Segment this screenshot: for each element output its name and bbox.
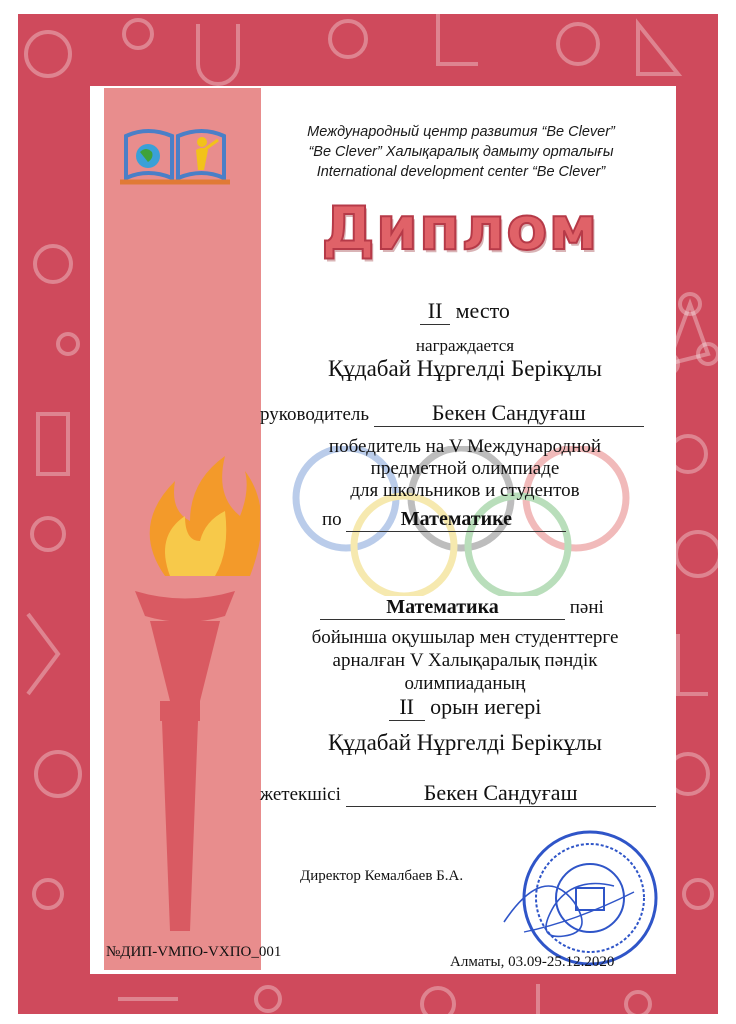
- subject-line-ru: [322, 508, 622, 532]
- supervisor-name-ru: Бекен Сандуғаш: [374, 400, 644, 427]
- header-line-ru: Международный центр развития “Be Clever”: [307, 124, 615, 140]
- place-number-ru: II: [420, 298, 450, 325]
- kz-line-3: олимпиаданың: [404, 673, 526, 694]
- awarded-label: награждается: [415, 336, 515, 355]
- place-line-ru: [260, 298, 670, 325]
- winner-text-ru: [260, 436, 670, 502]
- official-stamp-icon: [494, 824, 662, 972]
- kz-line-2: арналған V Халықаралық пәндік: [332, 650, 598, 671]
- supervisor-line-ru: [260, 400, 670, 427]
- document-number: №ДИП-VМПО-VХПО_001: [106, 944, 282, 960]
- certificate-sheet: [90, 86, 676, 974]
- subject-ru: Математике: [346, 508, 566, 532]
- supervisor-label-kz: жетекшісі: [260, 784, 341, 805]
- olympiad-text-kz: [260, 626, 670, 695]
- winner-line-2: предметной олимпиаде: [370, 458, 560, 479]
- winner-line-1: победитель на V Международной: [328, 436, 602, 457]
- city-and-dates: Алматы, 03.09-25.12.2020: [450, 954, 615, 970]
- torch-icon: [110, 446, 260, 946]
- supervisor-line-kz: [260, 780, 670, 807]
- winner-line-3: для школьников и студентов: [350, 480, 580, 501]
- supervisor-name-kz: Бекен Сандуғаш: [346, 780, 656, 807]
- subject-prefix-ru: по: [322, 509, 342, 530]
- place-word-ru: место: [455, 298, 510, 323]
- certificate-frame: [18, 14, 718, 1014]
- supervisor-label-ru: руководитель: [260, 404, 370, 425]
- book-logo-icon: [118, 120, 232, 188]
- recipient-name-ru: Құдабай Нұргелді Берікұлы: [328, 356, 602, 381]
- subject-kz: Математика: [320, 596, 565, 620]
- director-signature-line: Директор Кемалбаев Б.А.: [300, 868, 464, 884]
- subject-suffix-kz: пәні: [569, 597, 604, 618]
- subject-line-kz: [320, 596, 650, 620]
- place-word-kz: орын иегері: [430, 694, 542, 719]
- diploma-title: Диплом: [321, 194, 599, 264]
- place-number-kz: II: [389, 694, 425, 721]
- place-line-kz: [260, 694, 670, 721]
- recipient-name-kz: Құдабай Нұргелді Берікұлы: [328, 730, 602, 755]
- organization-header: [260, 122, 662, 182]
- kz-line-1: бойынша оқушылар мен студенттерге: [311, 627, 619, 648]
- header-line-en: International development center “Be Clever”: [316, 164, 606, 180]
- header-line-kz: “Be Clever” Халықаралық дамыту орталығы: [308, 144, 614, 160]
